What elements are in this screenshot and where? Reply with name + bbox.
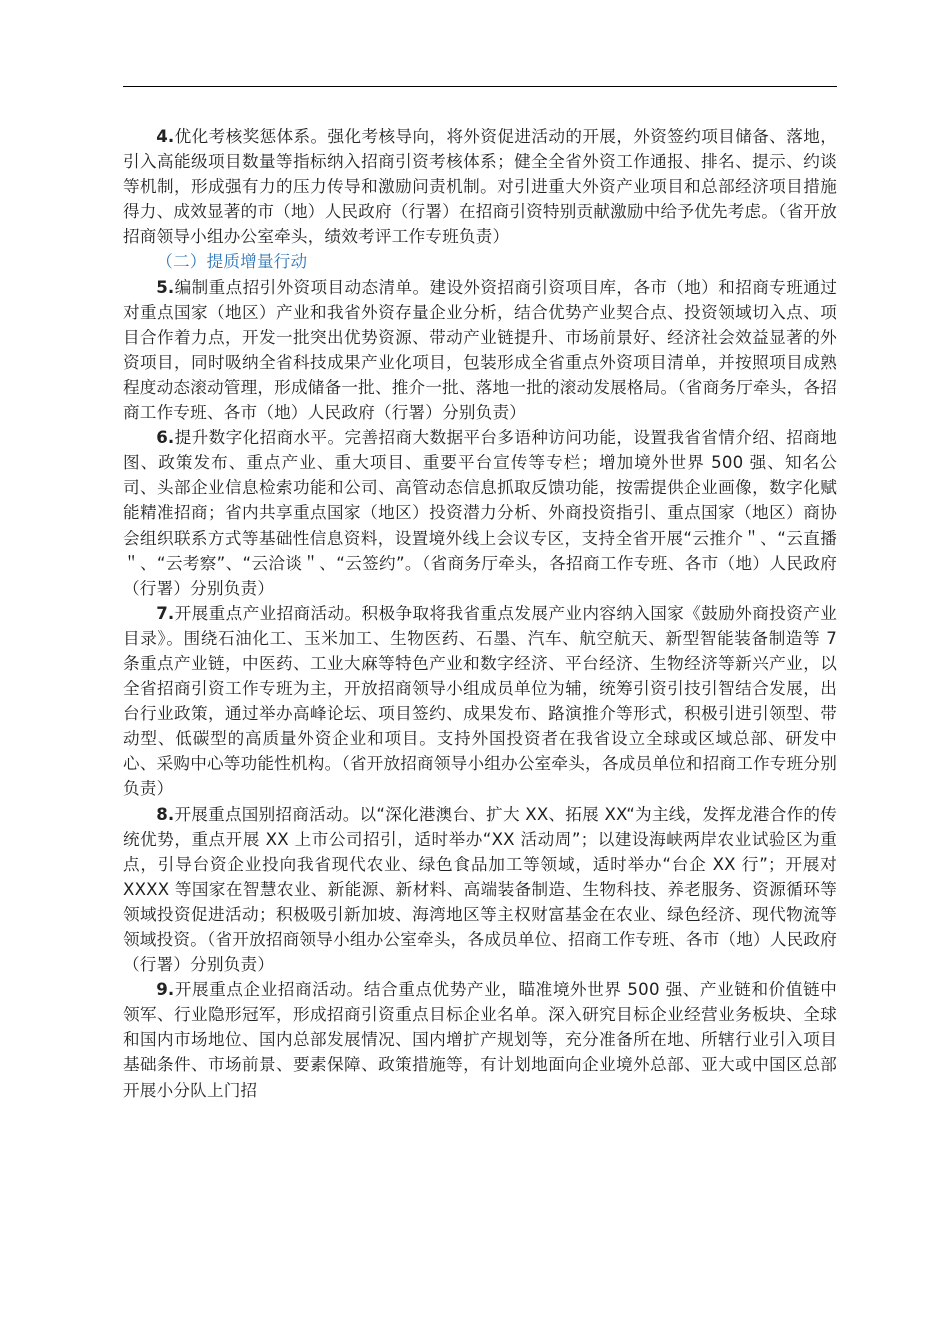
paragraph-text: 开展重点产业招商活动。积极争取将我省重点发展产业内容纳入国家《鼓励外商投资产业目录》。围绕石油化工、玉米加工、生物医药、石墨、汽车、航空航天、新型智能装备制造等 7 条重点产业链，中医药、工业大麻等特色产业和数字经济、平台经济、生物经济等新兴产业，以全省招商引资工作专班为主，开放招商领导小组成员单位为辅，统筹引资引技引智结合发展，出台行业政策，通过举办高峰论坛、项目签约、成果发布、路演推介等形式，积极引进引领型、带动型、低碳型的高质量外资企业和项目。支持外国投资者在我省设立全球或区域总部、研发中心、采购中心等功能性机构。（省开放招商领导小组办公室牵头，各成员单位和招商工作专班分别负责） <box>123 603 837 799</box>
paragraph-6 <box>123 425 837 601</box>
paragraph-text: 开展重点国别招商活动。以“深化港澳台、扩大 XX、拓展 XX“为主线，发挥龙港合作的传统优势，重点开展 XX 上市公司招引，适时举办“XX 活动周”；以建设海峡两岸农业试验区为重点，引导台资企业投向我省现代农业、绿色食品加工等领域，适时举办“台企 XX 行”；开展对 XXXX 等国家在智慧农业、新能源、新材料、高端装备制造、生物科技、养老服务、资源循环等领域投资促进活动；积极吸引新加坡、海湾地区等主权财富基金在农业、绿色经济、现代物流等领域投资。（省开放招商领导小组办公室牵头，各成员单位、招商工作专班、各市（地）人民政府（行署）分别负责） <box>123 804 837 975</box>
paragraph-number: 8. <box>156 804 175 824</box>
paragraph-5 <box>123 275 837 426</box>
document-body <box>123 124 837 1103</box>
paragraph-4 <box>123 124 837 249</box>
section-heading: （二）提质增量行动 <box>156 252 308 272</box>
paragraph-number: 4. <box>156 127 175 146</box>
paragraph-number: 7. <box>156 603 175 623</box>
paragraph-text: 开展重点企业招商活动。结合重点优势产业，瞄准境外世界 500 强、产业链和价值链中领军、行业隐形冠军，形成招商引资重点目标企业名单。深入研究目标企业经营业务板块、全球和国内市场地位、国内总部发展情况、国内增扩产规划等，充分准备所在地、所辖行业引入项目基础条件、市场前景、要素保障、政策措施等，有计划地面向企业境外总部、亚大或中国区总部开展小分队上门招 <box>123 980 837 1100</box>
paragraph-number: 6. <box>156 428 175 448</box>
paragraph-7 <box>123 601 837 802</box>
paragraph-8 <box>123 802 837 978</box>
paragraph-number: 9. <box>156 980 175 1000</box>
paragraph-9 <box>123 977 837 1102</box>
paragraph-number: 5. <box>156 277 175 297</box>
paragraph-text: 提升数字化招商水平。完善招商大数据平台多语种访问功能，设置我省省情介绍、招商地图、政策发布、重点产业、重大项目、重要平台宣传等专栏；增加境外世界 500 强、知名公司、头部企业信息检索功能和公司、高管动态信息抓取反馈功能，按需提供企业画像，数字化赋能精准招商；省内共享重点国家（地区）投资潜力分析、外商投资指引、重点国家（地区）商协会组织联系方式等基础性信息资料，设置境外线上会议专区，支持全省开展“云推介＂、“云直播＂、“云考察”、“云洽谈＂、“云签约”。（省商务厅牵头，各招商工作专班、各市（地）人民政府（行署）分别负责） <box>123 428 837 598</box>
header-rule <box>123 86 837 87</box>
paragraph-text: 编制重点招引外资项目动态清单。建设外资招商引资项目库，各市（地）和招商专班通过对重点国家（地区）产业和我省外资存量企业分析，结合优势产业契合点、投资领域切入点、项目合作着力点，开发一批突出优势资源、带动产业链提升、市场前景好、经济社会效益显著的外资项目，同时吸纳全省科技成果产业化项目，包装形成全省重点外资项目清单，并按照项目成熟程度动态滚动管理，形成储备一批、推介一批、落地一批的滚动发展格局。（省商务厅牵头，各招商工作专班、各市（地）人民政府（行署）分别负责） <box>123 277 837 423</box>
paragraph-text: 优化考核奖惩体系。强化考核导向，将外资促进活动的开展，外资签约项目储备、落地，引入高能级项目数量等指标纳入招商引资考核体系；健全全省外资工作通报、排名、提示、约谈等机制，形成强有力的压力传导和激励问责机制。对引进重大外资产业项目和总部经济项目措施得力、成效显著的市（地）人民政府（行署）在招商引资特别贡献激励中给予优先考虑。（省开放招商领导小组办公室牵头，绩效考评工作专班负责） <box>123 127 837 247</box>
